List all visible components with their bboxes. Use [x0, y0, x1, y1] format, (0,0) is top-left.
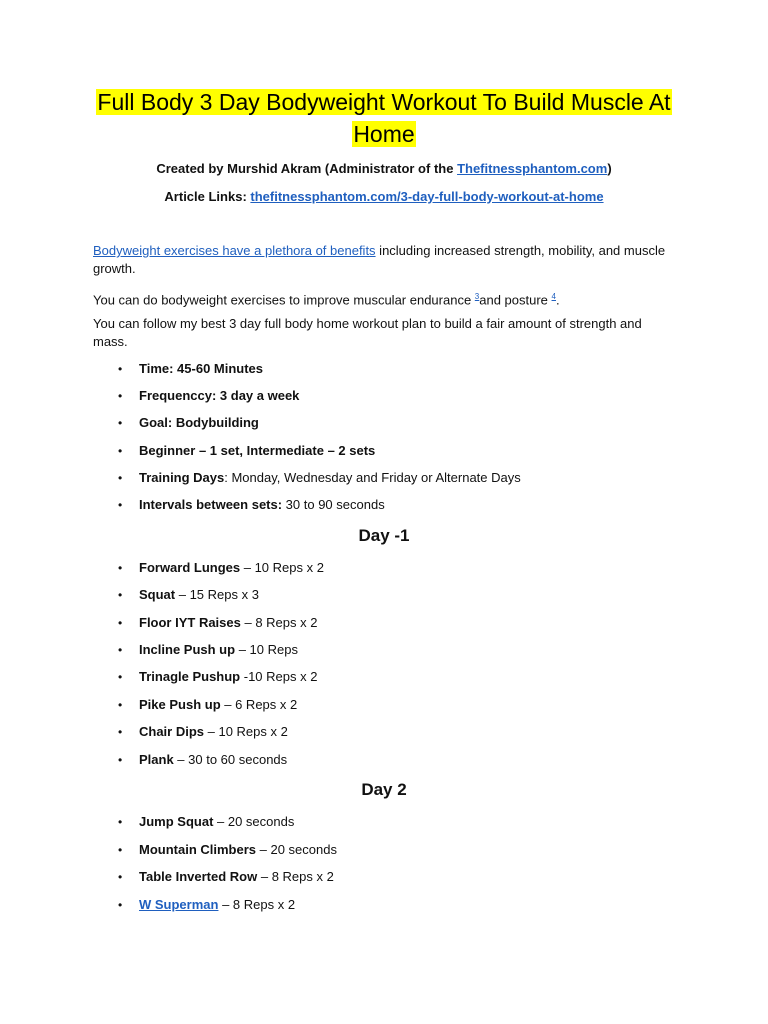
exercise-reps: – 8 Reps x 2 — [218, 897, 296, 912]
title-line-2: Home — [353, 121, 415, 147]
exercise-name: Mountain Climbers — [139, 842, 257, 857]
overview-frequency: Frequenccy: 3 day a week — [139, 388, 300, 403]
exercise-reps: – 20 seconds — [256, 842, 337, 857]
bullet-icon: • — [118, 643, 123, 657]
bullet-icon: • — [118, 725, 123, 739]
overview-intervals-detail: 30 to 90 seconds — [282, 497, 385, 512]
exercise-name: Table Inverted Row — [139, 869, 258, 884]
exercise-reps: – 10 Reps — [235, 642, 298, 657]
article-link[interactable]: thefitnessphantom.com/3-day-full-body-workout-at-home — [250, 189, 604, 204]
credits-site-link[interactable]: Thefitnessphantom.com — [457, 161, 608, 176]
bullet-icon: • — [118, 471, 123, 485]
exercise-reps: – 20 seconds — [213, 814, 295, 829]
exercise-name: Pike Push up — [139, 697, 221, 712]
credits-line — [40, 161, 728, 176]
article-links-line — [40, 189, 728, 204]
exercise-name: Floor IYT Raises — [139, 615, 241, 630]
exercise-reps: – 8 Reps x 2 — [257, 869, 334, 884]
bullet-icon: • — [118, 870, 123, 884]
exercise-reps: – 10 Reps x 2 — [240, 560, 324, 575]
exercise-name: Squat — [139, 587, 176, 602]
exercise-name: Chair Dips — [139, 724, 205, 739]
article-links-label: Article Links: — [164, 189, 251, 204]
bullet-icon: • — [118, 753, 123, 767]
intro-paragraph-3 — [93, 315, 683, 351]
bullet-icon: • — [118, 843, 123, 857]
exercise-name: Trinagle Pushup — [139, 669, 241, 684]
exercise-name: Jump Squat — [139, 814, 214, 829]
exercise-reps: – 15 Reps x 3 — [175, 587, 259, 602]
exercise-name: Incline Push up — [139, 642, 236, 657]
intro-p2-text-c: . — [555, 292, 560, 308]
reference-3-link[interactable]: 3 — [474, 292, 480, 301]
bullet-icon: • — [118, 389, 123, 403]
bullet-icon: • — [118, 561, 123, 575]
bullet-icon: • — [118, 670, 123, 684]
credits-suffix: ) — [607, 161, 612, 176]
bullet-icon: • — [118, 616, 123, 630]
bullet-icon: • — [118, 698, 123, 712]
intro-p2-text-a: You can do bodyweight exercises to improve muscular endurance — [93, 292, 475, 308]
exercise-reps: – 6 Reps x 2 — [220, 697, 298, 712]
bullet-icon: • — [118, 498, 123, 512]
w-superman-link[interactable]: W Superman — [139, 897, 219, 912]
intro-p1-text: including increased strength, mobility, and muscle — [375, 243, 666, 258]
intro-p3-text-b: mass. — [93, 334, 128, 349]
exercise-reps: – 30 to 60 seconds — [173, 752, 288, 767]
page-title — [60, 86, 708, 150]
exercise-name: Plank — [139, 752, 174, 767]
intro-paragraph-1 — [93, 242, 683, 278]
overview-training-days: Training Days — [139, 470, 225, 485]
exercise-name: Forward Lunges — [139, 560, 241, 575]
overview-intervals: Intervals between sets: — [139, 497, 283, 512]
intro-p3-text-a: You can follow my best 3 day full body home workout plan to build a fair amount of strength and — [93, 316, 642, 331]
exercise-reps: -10 Reps x 2 — [240, 669, 318, 684]
bullet-icon: • — [118, 815, 123, 829]
intro-p2-text-b: and posture — [479, 292, 552, 308]
bullet-icon: • — [118, 444, 123, 458]
intro-p1-text-cont: growth. — [93, 261, 136, 276]
overview-training-days-detail: : Monday, Wednesday and Friday or Alternate Days — [224, 470, 521, 485]
title-line-1: Full Body 3 Day Bodyweight Workout To Build Muscle At — [97, 89, 671, 115]
overview-sets: Beginner – 1 set, Intermediate – 2 sets — [139, 443, 376, 458]
exercise-reps: – 8 Reps x 2 — [240, 615, 318, 630]
bullet-icon: • — [118, 416, 123, 430]
overview-time: Time: 45-60 Minutes — [139, 361, 264, 376]
day-2-heading: Day 2 — [361, 780, 407, 799]
reference-4-link[interactable]: 4 — [551, 292, 556, 301]
credits-prefix: Created by Murshid Akram (Administrator of the — [156, 161, 458, 176]
benefits-link[interactable]: Bodyweight exercises have a plethora of benefits — [93, 243, 376, 258]
intro-paragraph-2 — [93, 288, 683, 309]
bullet-icon: • — [118, 362, 123, 376]
bullet-icon: • — [118, 898, 123, 912]
day-1-heading: Day -1 — [358, 526, 410, 545]
bullet-icon: • — [118, 588, 123, 602]
exercise-reps: – 10 Reps x 2 — [204, 724, 288, 739]
overview-goal: Goal: Bodybuilding — [139, 415, 259, 430]
